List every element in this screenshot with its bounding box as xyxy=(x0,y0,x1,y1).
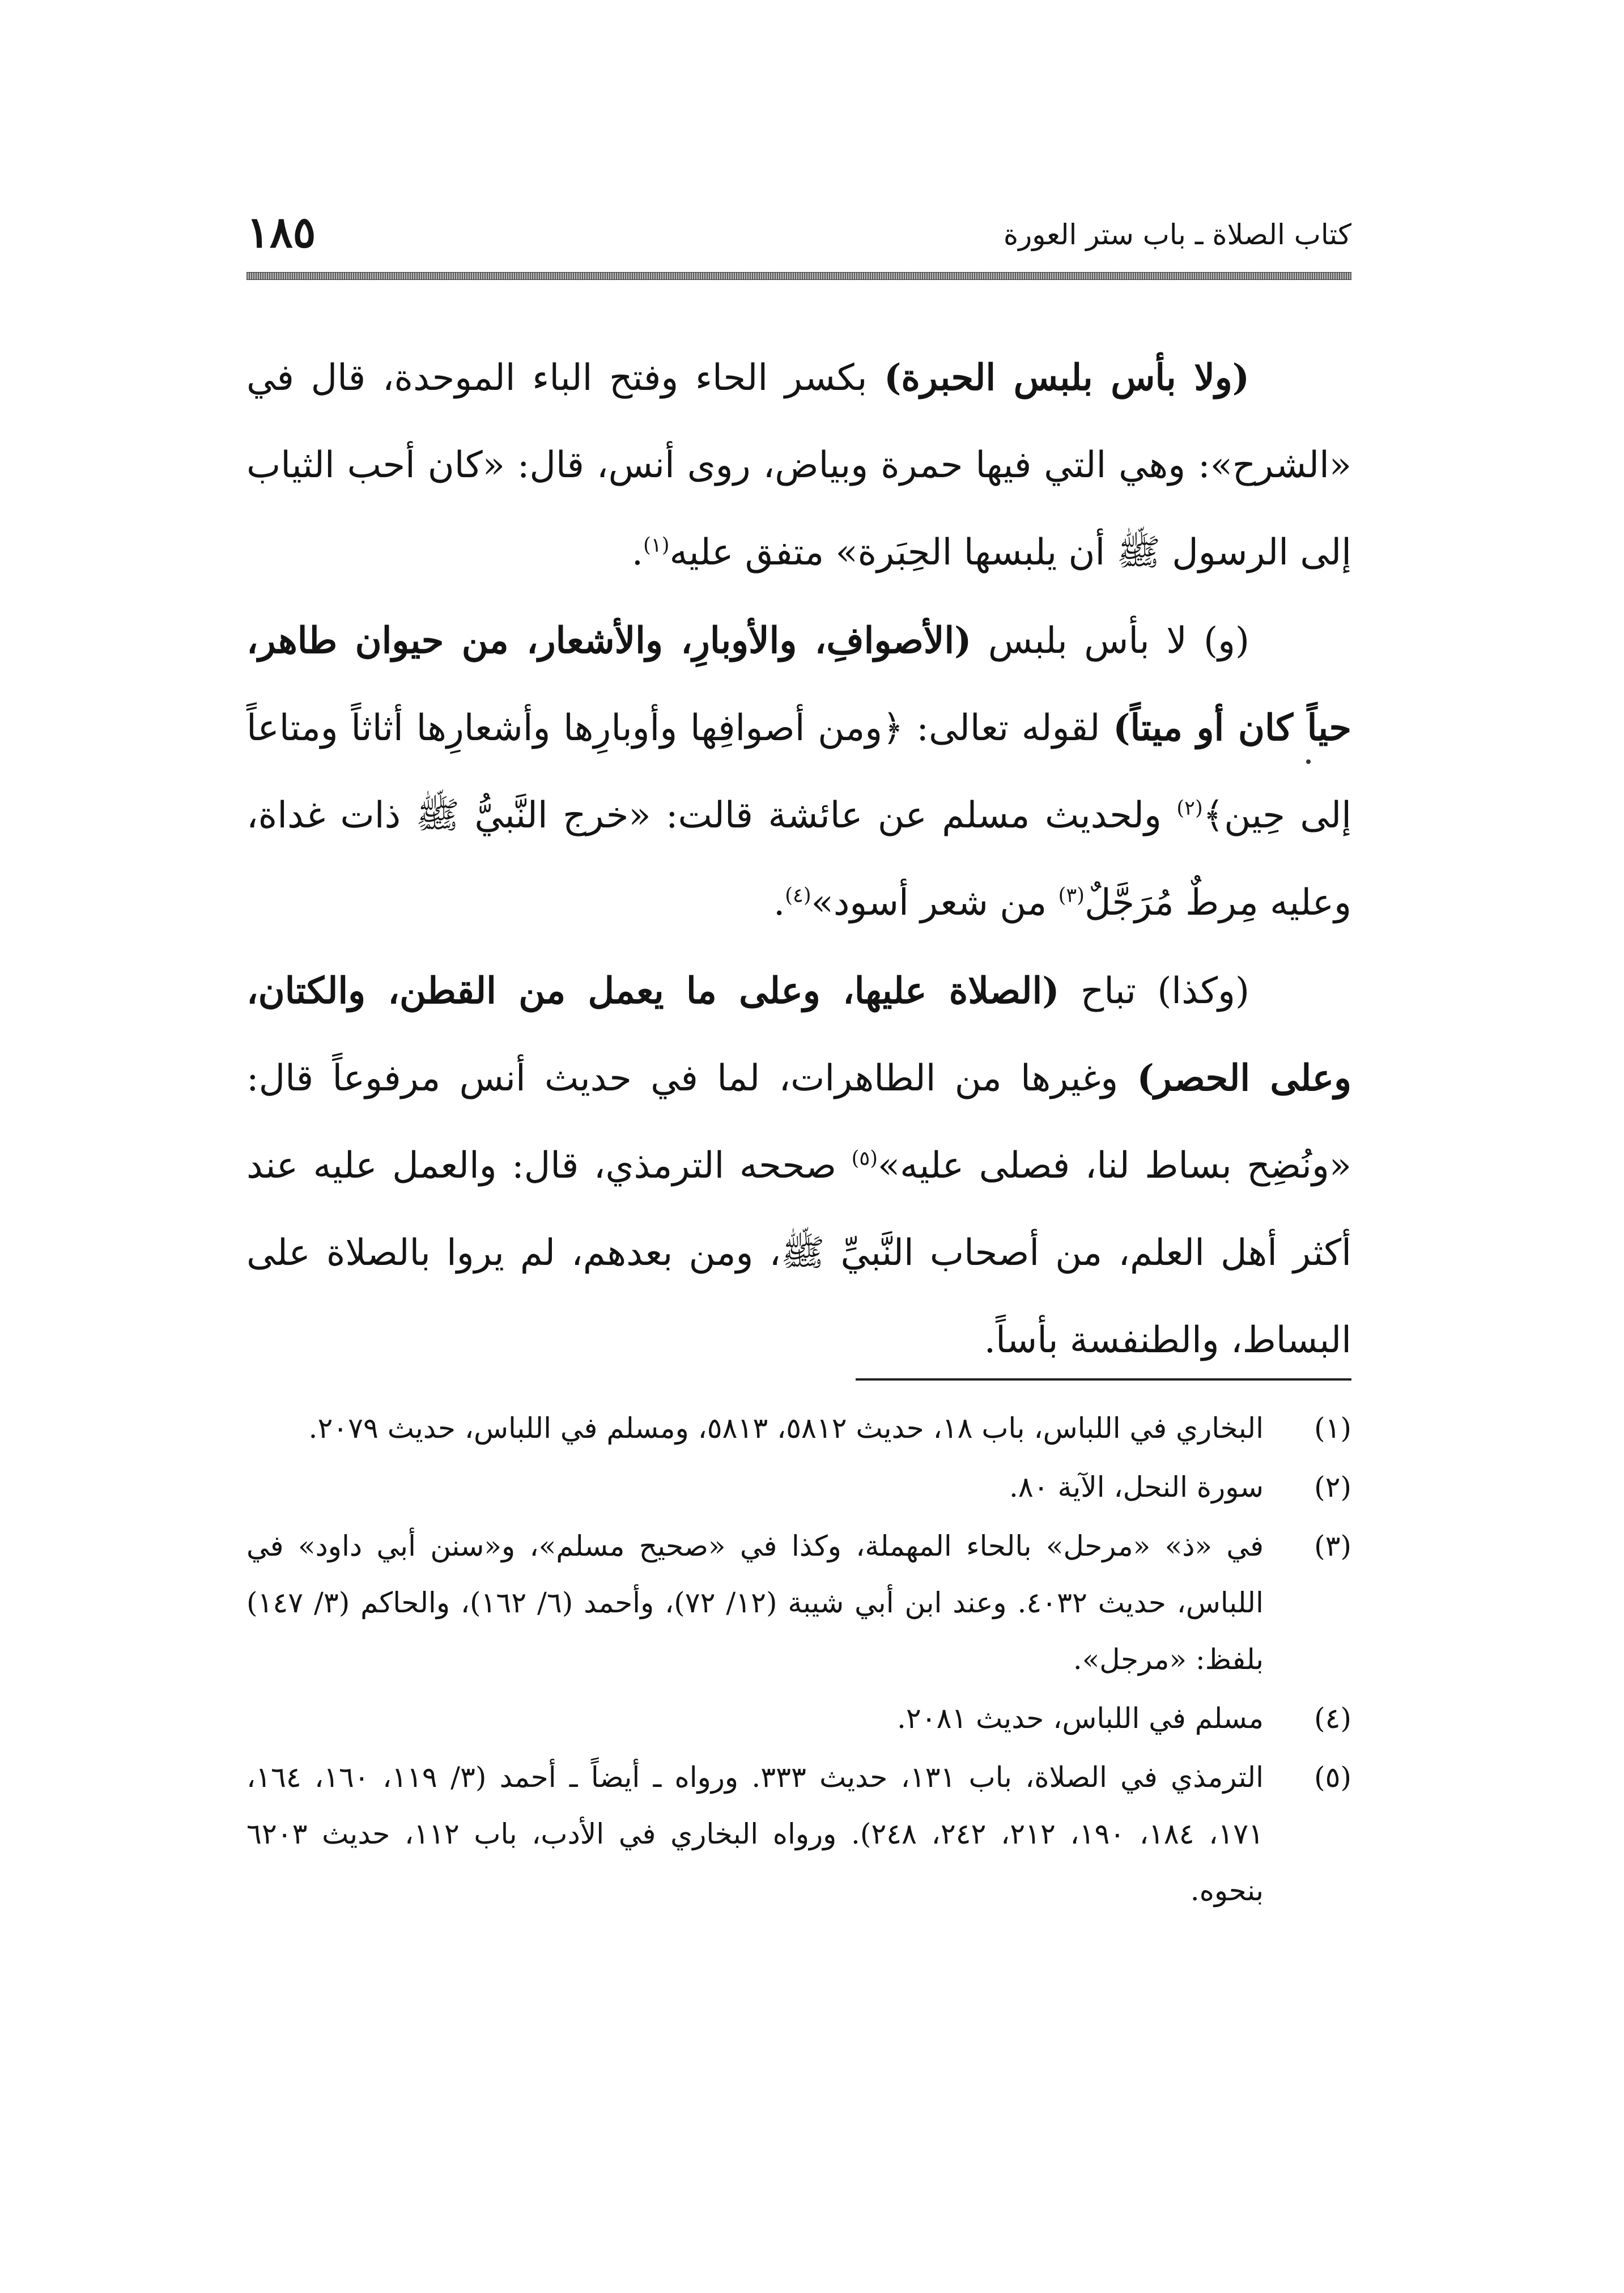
paragraph-wool xyxy=(246,597,1351,946)
footnote-item xyxy=(246,1749,1351,1919)
matn-text: (وكذا) xyxy=(1157,970,1250,1012)
commentary-text: من شعر أسود» xyxy=(811,882,1058,924)
commentary-text: ولحديث مسلم عن عائشة قالت: «خرج النَّبيُّ ﷺ ذات غداة، وعليه مِرطٌ مُرَجَّلٌ xyxy=(246,795,1351,924)
page-number: ١٨٥ xyxy=(246,207,316,257)
footnote-ref: (٤) xyxy=(785,884,811,907)
paragraph-prayer-mats xyxy=(246,948,1351,1384)
footnote-ref: (٢) xyxy=(1176,796,1203,820)
footnote-number: (٣) xyxy=(1314,1530,1351,1562)
commentary-text: صححه الترمذي، قال: والعمل عليه عند أكثر أهل العلم، من أصحاب النَّبيِّ ﷺ، ومن بعدهم، لم يروا بالصلاة على البساط، والطنفسة بأساً. xyxy=(246,1145,1352,1361)
matn-text: (الأصوافِ، والأوبارِ، والأشعار، من حيوان طاهر، حياً كان أو ميتاً) xyxy=(246,619,1352,749)
footnotes xyxy=(246,1400,1351,1919)
commentary-text: لا بأس بلبس xyxy=(971,620,1204,662)
footnote-item xyxy=(246,1690,1351,1747)
matn-text: (الصلاة عليها، وعلى ما يعمل من القطن، والكتان، وعلى الحصر) xyxy=(246,970,1352,1099)
footnote-ref: (٥) xyxy=(851,1146,878,1170)
footnote-item xyxy=(246,1459,1351,1515)
footnote-text: مسلم في اللباس، حديث ٢٠٨١. xyxy=(896,1702,1264,1735)
footnote-separator xyxy=(856,1378,1351,1381)
footnote-number: (١) xyxy=(1314,1412,1351,1445)
commentary-text: وغيرها من الطاهرات، لما في حديث أنس مرفوعاً قال: «ونُضِح بساط لنا، فصلى عليه» xyxy=(246,1058,1351,1187)
commentary-text: . xyxy=(631,532,644,574)
footnote-ref: (١) xyxy=(643,533,670,557)
footnote-text: سورة النحل، الآية ٨٠. xyxy=(1009,1471,1264,1504)
footnote-item xyxy=(246,1518,1351,1688)
footnote-text: الترمذي في الصلاة، باب ١٣١، حديث ٣٣٣. ورواه ـ أيضاً ـ أحمد (٣/ ١١٩، ١٦٠، ١٦٤، ١٧١، ١٨٤، ١٩٠، ٢١٢، ٢٤٢، ٢٤٨). ورواه البخاري في الأدب، باب ١١٢، حديث ٦٢٠٣ بنحوه. xyxy=(246,1761,1264,1907)
main-text xyxy=(246,334,1351,1384)
footnote-number: (٤) xyxy=(1314,1702,1351,1735)
matn-text: (و) xyxy=(1204,620,1250,662)
footnote-ref: (٣) xyxy=(1058,884,1085,907)
print-speck xyxy=(1306,759,1311,764)
footnote-number: (٢) xyxy=(1314,1471,1351,1504)
footnote-text: في «ذ» «مرحل» بالحاء المهملة، وكذا في «صحيح مسلم»، و«سنن أبي داود» في اللباس، حديث ٤٠٣٢. وعند ابن أبي شيبة (١٢/ ٧٢)، وأحمد (٦/ ١٦٢)، والحاكم (٣/ ١٤٧) بلفظ: «مرجل». xyxy=(246,1530,1264,1676)
commentary-text: . xyxy=(773,882,785,924)
commentary-text: بكسر الحاء وفتح الباء الموحدة، قال في «الشرح»: وهي التي فيها حمرة وبياض، روى أنس، قال: «كان أحب الثياب إلى الرسول ﷺ أن يلبسها الحِبَرة» متفق عليه xyxy=(246,357,1351,574)
matn-text: (ولا بأس بلبس الحبرة) xyxy=(884,356,1250,399)
footnote-item xyxy=(246,1400,1351,1457)
footnote-text: البخاري في اللباس، باب ١٨، حديث ٥٨١٢، ٥٨١٣، ومسلم في اللباس، حديث ٢٠٧٩. xyxy=(308,1412,1264,1445)
footnote-number: (٥) xyxy=(1314,1761,1351,1794)
running-header xyxy=(246,205,1351,267)
header-divider xyxy=(246,272,1351,280)
paragraph-hibara xyxy=(246,334,1351,596)
section-title: كتاب الصلاة ـ باب ستر العورة xyxy=(1003,218,1351,251)
commentary-text: تباح xyxy=(1059,970,1158,1012)
commentary-text: لقوله تعالى: ﴿ومن أصوافِها وأوبارِها وأشعارِها أثاثاً ومتاعاً إلى حِين﴾ xyxy=(246,707,1351,836)
